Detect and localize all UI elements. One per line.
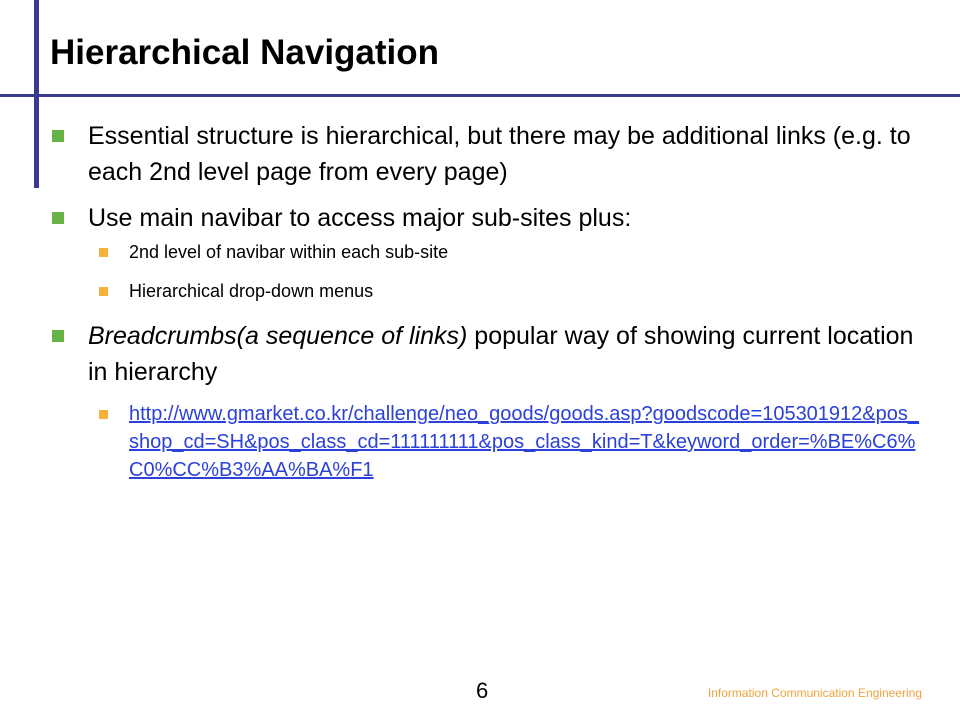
breadcrumbs-term: Breadcrumbs(a sequence of links) (88, 322, 468, 350)
breadcrumb-example-link[interactable]: http://www.gmarket.co.kr/challenge/neo_goods/goods.asp?goodscode=105301912&pos_shop_cd=SH&pos_class_cd=111111111&pos_class_kind=T&keyword_order=%BE%C6%C0%CC%B3%AA%BA%F1 (129, 403, 920, 481)
sub-bullet-text: 2nd level of navibar within each sub-site (129, 242, 449, 262)
orange-square-bullet-icon (99, 410, 108, 419)
green-square-bullet-icon (52, 330, 64, 342)
orange-square-bullet-icon (99, 287, 108, 296)
sub-bullet-item (50, 240, 930, 264)
green-square-bullet-icon (52, 212, 64, 224)
page-number: 6 (476, 678, 489, 703)
horizontal-accent-line (0, 94, 960, 97)
footer-text: Information Communication Engineering (707, 686, 922, 700)
orange-square-bullet-icon (99, 248, 108, 257)
slide-title: Hierarchical Navigation (50, 33, 440, 72)
bullet-text: Essential structure is hierarchical, but there may be additional links (e.g. to each 2nd level page from every page) (88, 122, 911, 186)
bullet-text: popular way of showing current location in hierarchy (88, 322, 914, 386)
sub-bullet-item (50, 279, 930, 303)
sub-bullet-text: Hierarchical drop-down menus (129, 281, 374, 301)
bullet-item (50, 200, 930, 236)
green-square-bullet-icon (52, 130, 64, 142)
bullet-item (50, 318, 930, 390)
bullet-list (50, 118, 930, 499)
bullet-text: Use main navibar to access major sub-sites plus: (88, 204, 632, 232)
sub-bullet-item (50, 400, 930, 484)
bullet-item (50, 118, 930, 190)
